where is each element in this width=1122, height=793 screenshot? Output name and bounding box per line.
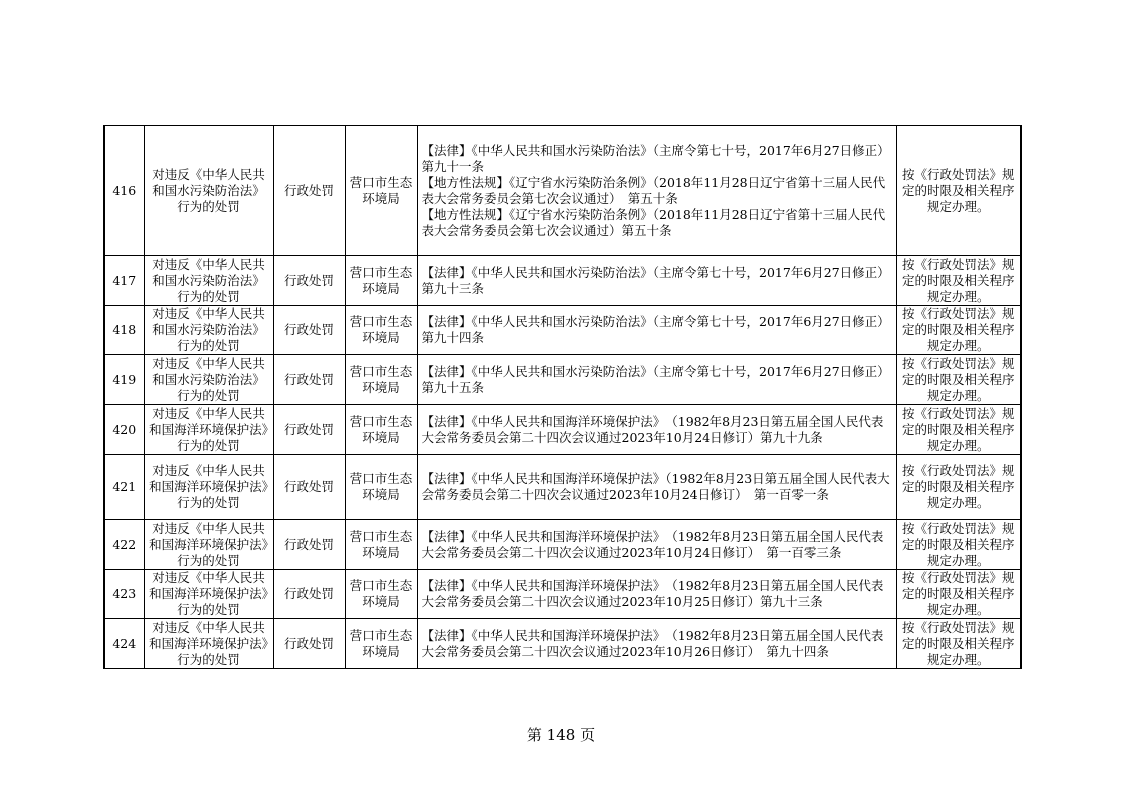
legal-basis-cell xyxy=(417,355,896,405)
legal-basis-line: 【法律】《中华人民共和国海洋环境保护法》（1982年8月23日第五届全国人民代表大会常务委员会第二十四次会议通过2023年10月24日修订） 第一百零一条 xyxy=(421,471,890,502)
table-row xyxy=(104,126,1021,256)
legal-basis-line: 【地方性法规】《辽宁省水污染防治条例》（2018年11月28日辽宁省第十三届人民代表大会常务委员会第七次会议通过） 第五十条 xyxy=(421,174,886,206)
page-footer xyxy=(0,724,1122,745)
row-number-cell: 421 xyxy=(104,455,144,520)
procedure-cell: 按《行政处罚法》规定的时限及相关程序规定办理。 xyxy=(896,405,1021,455)
department-cell: 营口市生态环境局 xyxy=(345,256,417,306)
legal-basis-line: 【法律】《中华人民共和国海洋环境保护法》 （1982年8月23日第五届全国人民代表大会常务委员会第二十四次会议通过2023年10月24日修订）第九十九条 xyxy=(421,413,884,445)
table-row xyxy=(104,619,1021,669)
row-number-cell: 419 xyxy=(104,355,144,405)
penalty-type-cell: 行政处罚 xyxy=(273,619,345,669)
legal-basis-line: 【法律】《中华人民共和国水污染防治法》（主席令第七十号，2017年6月27日修正）第九十四条 xyxy=(421,314,890,345)
legal-basis-line: 【法律】《中华人民共和国海洋环境保护法》 （1982年8月23日第五届全国人民代表大会常务委员会第二十四次会议通过2023年10月26日修订） 第九十四条 xyxy=(421,627,884,659)
row-number-cell: 420 xyxy=(104,405,144,455)
procedure-cell: 按《行政处罚法》规定的时限及相关程序规定办理。 xyxy=(896,256,1021,306)
procedure-cell: 按《行政处罚法》规定的时限及相关程序规定办理。 xyxy=(896,619,1021,669)
legal-basis-cell xyxy=(417,520,896,570)
item-name-cell: 对违反《中华人民共和国海洋环境保护法》行为的处罚 xyxy=(144,520,273,570)
procedure-cell: 按《行政处罚法》规定的时限及相关程序规定办理。 xyxy=(896,306,1021,355)
table-row xyxy=(104,256,1021,306)
legal-basis-line: 【法律】《中华人民共和国水污染防治法》（主席令第七十号，2017年6月27日修正）第九十三条 xyxy=(421,264,890,296)
procedure-cell: 按《行政处罚法》规定的时限及相关程序规定办理。 xyxy=(896,126,1021,256)
legal-basis-cell xyxy=(417,455,896,520)
page-number: 148 xyxy=(546,726,576,744)
penalty-type-cell: 行政处罚 xyxy=(273,256,345,306)
table-body xyxy=(104,126,1021,669)
table-row xyxy=(104,355,1021,405)
department-cell: 营口市生态环境局 xyxy=(345,405,417,455)
department-cell: 营口市生态环境局 xyxy=(345,306,417,355)
department-cell: 营口市生态环境局 xyxy=(345,355,417,405)
row-number-cell: 417 xyxy=(104,256,144,306)
penalty-type-cell: 行政处罚 xyxy=(273,455,345,520)
legal-basis-cell xyxy=(417,570,896,619)
row-number-cell: 418 xyxy=(104,306,144,355)
legal-basis-cell xyxy=(417,256,896,306)
item-name-cell: 对违反《中华人民共和国海洋环境保护法》行为的处罚 xyxy=(144,619,273,669)
legal-basis-line: 【法律】《中华人民共和国海洋环境保护法》 （1982年8月23日第五届全国人民代表大会常务委员会第二十四次会议通过2023年10月25日修订）第九十三条 xyxy=(421,578,884,609)
department-cell: 营口市生态环境局 xyxy=(345,520,417,570)
legal-basis-cell xyxy=(417,619,896,669)
department-cell: 营口市生态环境局 xyxy=(345,619,417,669)
page-number-prefix: 第 xyxy=(526,726,542,744)
table-row xyxy=(104,306,1021,355)
item-name-cell: 对违反《中华人民共和国水污染防治法》行为的处罚 xyxy=(144,256,273,306)
penalty-type-cell: 行政处罚 xyxy=(273,306,345,355)
procedure-cell: 按《行政处罚法》规定的时限及相关程序规定办理。 xyxy=(896,570,1021,619)
row-number-cell: 422 xyxy=(104,520,144,570)
department-cell: 营口市生态环境局 xyxy=(345,570,417,619)
table-row xyxy=(104,570,1021,619)
department-cell: 营口市生态环境局 xyxy=(345,455,417,520)
item-name-cell: 对违反《中华人民共和国海洋环境保护法》行为的处罚 xyxy=(144,570,273,619)
penalty-type-cell: 行政处罚 xyxy=(273,570,345,619)
legal-basis-line: 【法律】《中华人民共和国海洋环境保护法》 （1982年8月23日第五届全国人民代表大会常务委员会第二十四次会议通过2023年10月24日修订） 第一百零三条 xyxy=(421,528,884,560)
table-row xyxy=(104,455,1021,520)
page-number-suffix: 页 xyxy=(580,726,596,744)
procedure-cell: 按《行政处罚法》规定的时限及相关程序规定办理。 xyxy=(896,355,1021,405)
row-number-cell: 424 xyxy=(104,619,144,669)
penalty-type-cell: 行政处罚 xyxy=(273,520,345,570)
legal-basis-line: 【法律】《中华人民共和国水污染防治法》（主席令第七十号，2017年6月27日修正）第九十一条 xyxy=(421,142,890,174)
table-row xyxy=(104,405,1021,455)
legal-basis-line: 【地方性法规】《辽宁省水污染防治条例》（2018年11月28日辽宁省第十三届人民代表大会常务委员会第七次会议通过）第五十条 xyxy=(421,206,886,238)
penalty-type-cell: 行政处罚 xyxy=(273,405,345,455)
procedure-cell: 按《行政处罚法》规定的时限及相关程序规定办理。 xyxy=(896,520,1021,570)
legal-basis-cell xyxy=(417,126,896,256)
row-number-cell: 416 xyxy=(104,126,144,256)
procedure-cell: 按《行政处罚法》规定的时限及相关程序规定办理。 xyxy=(896,455,1021,520)
penalty-type-cell: 行政处罚 xyxy=(273,355,345,405)
department-cell: 营口市生态环境局 xyxy=(345,126,417,256)
item-name-cell: 对违反《中华人民共和国水污染防治法》行为的处罚 xyxy=(144,126,273,256)
legal-basis-cell xyxy=(417,405,896,455)
penalty-type-cell: 行政处罚 xyxy=(273,126,345,256)
legal-basis-line: 【法律】《中华人民共和国水污染防治法》（主席令第七十号，2017年6月27日修正）第九十五条 xyxy=(421,363,890,395)
item-name-cell: 对违反《中华人民共和国水污染防治法》行为的处罚 xyxy=(144,355,273,405)
penalty-table xyxy=(103,125,1022,669)
legal-basis-cell xyxy=(417,306,896,355)
item-name-cell: 对违反《中华人民共和国海洋环境保护法》行为的处罚 xyxy=(144,455,273,520)
item-name-cell: 对违反《中华人民共和国水污染防治法》行为的处罚 xyxy=(144,306,273,355)
item-name-cell: 对违反《中华人民共和国海洋环境保护法》行为的处罚 xyxy=(144,405,273,455)
table-row xyxy=(104,520,1021,570)
row-number-cell: 423 xyxy=(104,570,144,619)
